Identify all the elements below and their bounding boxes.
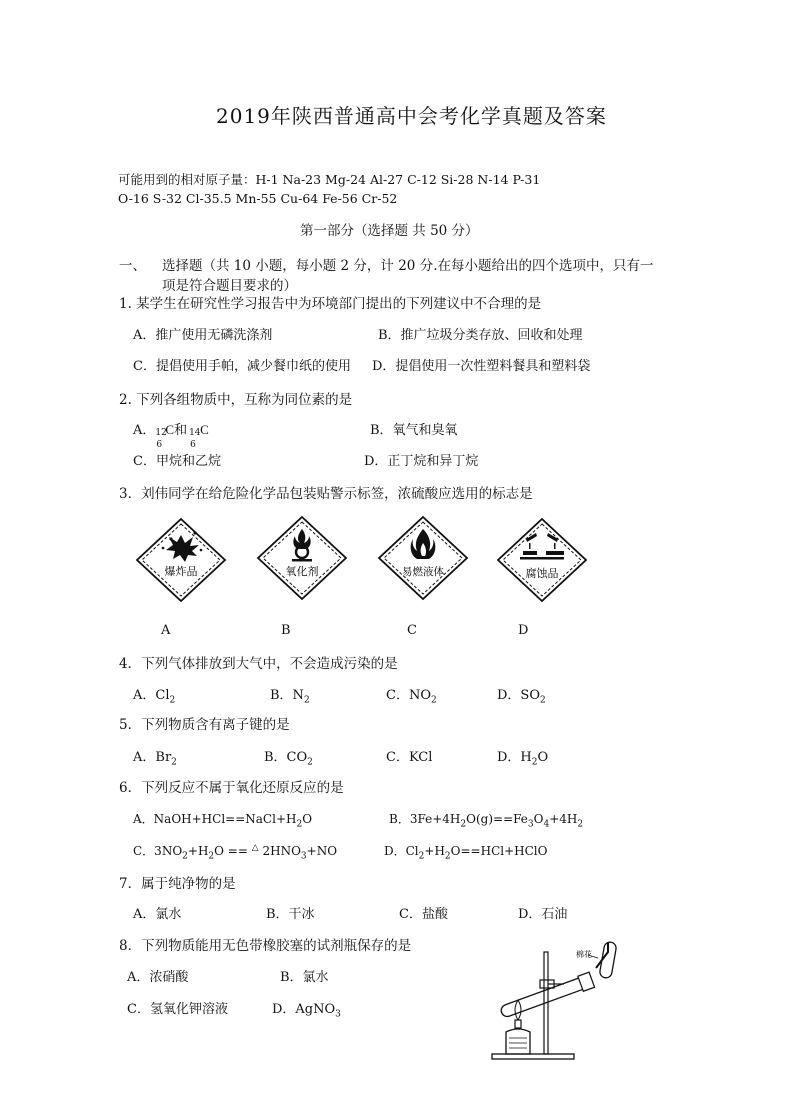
section-instruction-line1: 选择题（共 10 小题，每小题 2 分，计 20 分.在每小题给出的四个选项中，只有一 <box>162 258 654 274</box>
q7-option-b: B．干冰 <box>266 907 315 922</box>
q2-a-prefix: A． <box>133 423 156 438</box>
delta-symbol: △ <box>251 843 259 853</box>
q5-option-a: A．$Br_2$ <box>133 750 177 768</box>
q2-a-z2: 6 <box>190 440 196 450</box>
q3-letter-c: C <box>407 623 417 638</box>
lab-apparatus-figure <box>488 940 628 1069</box>
q5-option-c: C．KCl <box>386 750 433 765</box>
q7-option-d: D．石油 <box>518 907 568 922</box>
q2-a-and: 和 <box>174 423 188 438</box>
hazard-text-b: 氧化剂 <box>285 565 319 578</box>
q6-option-b: B．$3Fe+4H_2O(g)==Fe_3O_4+4H_2$ <box>389 812 584 830</box>
q8-option-c: C．氢氧化钾溶液 <box>127 1002 228 1017</box>
q2-a-mass2: 14 <box>189 428 201 438</box>
q3-letter-d: D <box>518 623 529 638</box>
q8-stem: 8．下列物质能用无色带橡胶塞的试剂瓶保存的是 <box>119 938 412 954</box>
q1-option-b: B．推广垃圾分类存放、回收和处理 <box>378 328 583 343</box>
q1-option-d: D．提倡使用一次性塑料餐具和塑料袋 <box>372 359 591 374</box>
q1-option-a: A．推广使用无磷洗涤剂 <box>133 328 273 343</box>
q6-stem: 6．下列反应不属于氧化还原反应的是 <box>119 780 344 796</box>
q5-option-b: B．$CO_2$ <box>264 750 313 768</box>
q8-option-a: A．浓硝酸 <box>127 970 189 985</box>
q2-stem: 2. 下列各组物质中，互称为同位素的是 <box>119 392 353 408</box>
q4-stem: 4．下列气体排放到大气中，不会造成污染的是 <box>119 656 398 672</box>
hazard-sign-corrosive <box>496 517 588 603</box>
section-number: 一、 <box>119 258 146 274</box>
q7-option-c: C．盐酸 <box>399 907 448 922</box>
q7-stem: 7．属于纯净物的是 <box>119 876 236 892</box>
hazard-sign-flammable-liquid <box>377 515 469 601</box>
q4-option-d: D．$SO_2$ <box>497 688 546 706</box>
q1-option-c: C．提倡使用手帕，减少餐巾纸的使用 <box>133 359 351 374</box>
q6-option-c: C．$3NO_2+H_2O == ^\triangle$ $2HNO_3+NO$ <box>133 843 338 862</box>
q3-stem: 3．刘伟同学在给危险化学品包装贴警示标签，浓硫酸应选用的标志是 <box>119 486 533 502</box>
q2-a-element1: C <box>165 422 175 437</box>
hazard-text-d: 腐蚀品 <box>525 567 559 580</box>
q2-option-c: C．甲烷和乙烷 <box>133 454 221 469</box>
q2-option-d: D．正丁烷和异丁烷 <box>364 454 479 469</box>
hazard-text-c: 易燃液体 <box>402 566 444 578</box>
q5-stem: 5．下列物质含有离子键的是 <box>119 717 290 733</box>
q3-letter-b: B <box>281 623 291 638</box>
part-header: 第一部分（选择题 共 50 分） <box>300 223 479 239</box>
q8-option-b: B．氯水 <box>280 970 329 985</box>
q7-option-a: A．氯水 <box>133 907 182 922</box>
q2-a-element2: C <box>200 422 209 437</box>
q4-option-b: B．$N_2$ <box>270 688 310 706</box>
q1-stem: 1. 某学生在研究性学习报告中为环境部门提出的下列建议中不合理的是 <box>119 296 542 312</box>
q6-option-a: A．$NaOH+HCl==NaCl+H_2O$ <box>133 812 313 830</box>
page-title: 2019年陕西普通高中会考化学真题及答案 <box>216 104 607 128</box>
cotton-label: 棉花 <box>576 950 592 959</box>
hazard-sign-explosive <box>135 517 227 603</box>
q4-option-a: A．$Cl_2$ <box>133 688 176 706</box>
q8-option-d: D．AgNO$_3$ <box>272 1002 341 1020</box>
q2-a-mass1: 12 <box>155 428 167 438</box>
hazard-text-a: 爆炸品 <box>164 565 198 578</box>
q4-option-c: C．$NO_2$ <box>386 688 437 706</box>
q2-option-b: B．氧气和臭氧 <box>370 423 458 438</box>
q2-option-a <box>133 419 209 450</box>
q3-letter-a: A <box>161 623 171 638</box>
q2-a-z1: 6 <box>156 440 163 450</box>
section-instruction-line2: 项是符合题目要求的） <box>162 278 297 294</box>
q5-option-d: D．$H_2O$ <box>497 750 549 768</box>
hazard-sign-oxidizer <box>256 515 348 601</box>
atomic-masses-line2: O-16 S-32 Cl-35.5 Mn-55 Cu-64 Fe-56 Cr-52 <box>118 191 398 206</box>
q6-option-d: D．$Cl_2+H_2O==HCl+HClO$ <box>384 844 548 862</box>
atomic-masses-line1: 可能用到的相对原子量：H-1 Na-23 Mg-24 Al-27 C-12 Si-28 N-14 P-31 <box>118 172 541 187</box>
